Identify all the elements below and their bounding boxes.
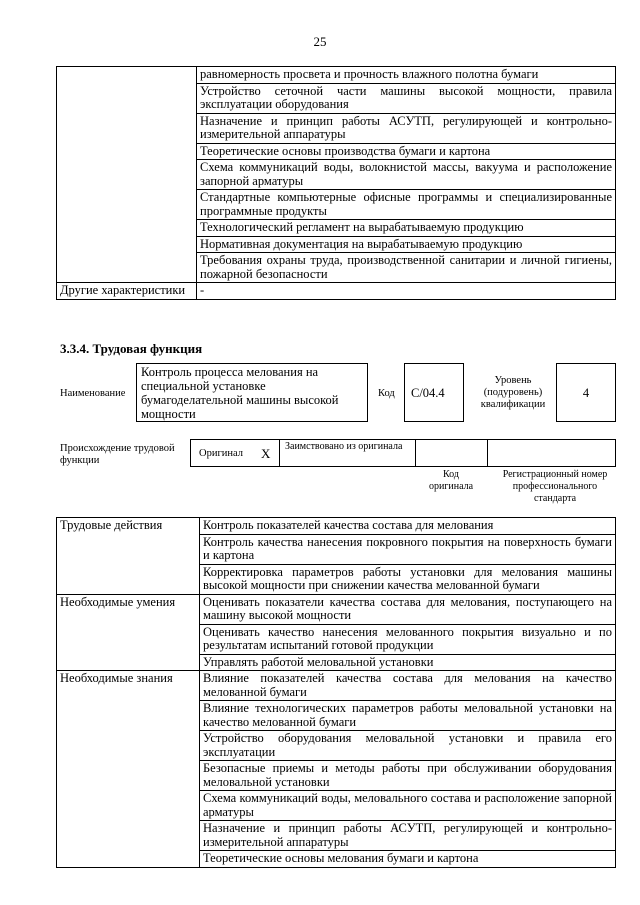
knowledge-continuation-table: [56, 66, 616, 300]
row-item: Схема коммуникаций воды, волокнистой массы, вакуума и расположение запорной арматуры: [197, 160, 616, 190]
row-item: Схема коммуникаций воды, меловального состава и расположение запорной арматуры: [200, 791, 616, 821]
row-item: Стандартные компьютерные офисные программы и специализированные программные продукты: [197, 190, 616, 220]
row-item: Устройство оборудования меловальной установки и правила его эксплуатации: [200, 731, 616, 761]
row-item: Оценивать качество нанесения мелованного покрытия визуально и по результатам испытаний готовой продукции: [200, 624, 616, 654]
origin-label: Происхождение трудовой функции: [60, 443, 175, 466]
page-number: 25: [313, 34, 327, 49]
divider: [487, 440, 488, 466]
function-name: Контроль процесса мелования на специальной установке бумагоделательной машины высокой мощности: [141, 365, 339, 421]
code-box: [404, 363, 464, 422]
table-row: [57, 594, 616, 624]
table-row: [57, 283, 616, 300]
row-label: Другие характеристики: [57, 283, 197, 300]
borrowed-label: Заимствовано из оригинала: [285, 441, 403, 452]
row-item: Теоретические основы мелования бумаги и картона: [200, 851, 616, 868]
row-item: Требования охраны труда, производственной санитарии и личной гигиены, пожарной безопасности: [197, 253, 616, 283]
row-item: Устройство сеточной части машины высокой мощности, правила эксплуатации оборудования: [197, 83, 616, 113]
row-item: Назначение и принцип работы АСУТП, регулирующей и контрольно-измерительной аппаратуры: [200, 821, 616, 851]
original-mark: X: [261, 446, 271, 461]
divider: [279, 440, 280, 466]
code-value: C/04.4: [411, 386, 445, 400]
row-item: Назначение и принцип работы АСУТП, регулирующей и контрольно-измерительной аппаратуры: [197, 113, 616, 143]
row-label: Трудовые действия: [57, 518, 200, 595]
section-heading: 3.3.4. Трудовая функция: [60, 341, 203, 356]
table-row: [57, 67, 616, 84]
level-value: 4: [582, 386, 590, 400]
row-item: Технологический регламент на вырабатываемую продукцию: [197, 220, 616, 237]
row-item: Корректировка параметров работы установки для мелования машины высокой мощности при снижении качества мелованной бумаги: [200, 564, 616, 594]
row-item: Влияние технологических параметров работы меловальной установки на качество мелованной бумаги: [200, 701, 616, 731]
row-item: Управлять работой меловальной установки: [200, 654, 616, 671]
table-row: [57, 671, 616, 701]
row-item: Безопасные приемы и методы работы при обслуживании оборудования меловальной установки: [200, 761, 616, 791]
row-item: Контроль показателей качества состава для мелования: [200, 518, 616, 535]
code-label: Код: [378, 388, 395, 399]
code-original-caption: Код оригинала: [428, 469, 474, 492]
level-label: Уровень (подуровень) квалификации: [480, 375, 546, 410]
level-box: [556, 363, 616, 422]
row-item: равномерность просвета и прочность влажного полотна бумаги: [197, 67, 616, 84]
row-item: -: [197, 283, 616, 300]
row-item: Нормативная документация на вырабатываемую продукцию: [197, 236, 616, 253]
name-label: Наименование: [60, 388, 126, 399]
row-label: Необходимые умения: [57, 594, 200, 671]
row-label: Необходимые знания: [57, 671, 200, 868]
divider: [415, 440, 416, 466]
row-item: Теоретические основы производства бумаги и картона: [197, 143, 616, 160]
function-name-box: [136, 363, 368, 422]
row-label: [57, 67, 197, 283]
original-label: Оригинал: [199, 448, 243, 459]
reg-number-caption: Регистрационный номер профессионального стандарта: [502, 469, 608, 504]
origin-row: [190, 439, 616, 467]
labor-function-table: [56, 517, 616, 868]
table-row: [57, 518, 616, 535]
row-item: Контроль качества нанесения покровного покрытия на поверхность бумаги и картона: [200, 534, 616, 564]
row-item: Оценивать показатели качества состава для мелования, поступающего на машину высокой мощности: [200, 594, 616, 624]
row-item: Влияние показателей качества состава для мелования на качество мелованной бумаги: [200, 671, 616, 701]
